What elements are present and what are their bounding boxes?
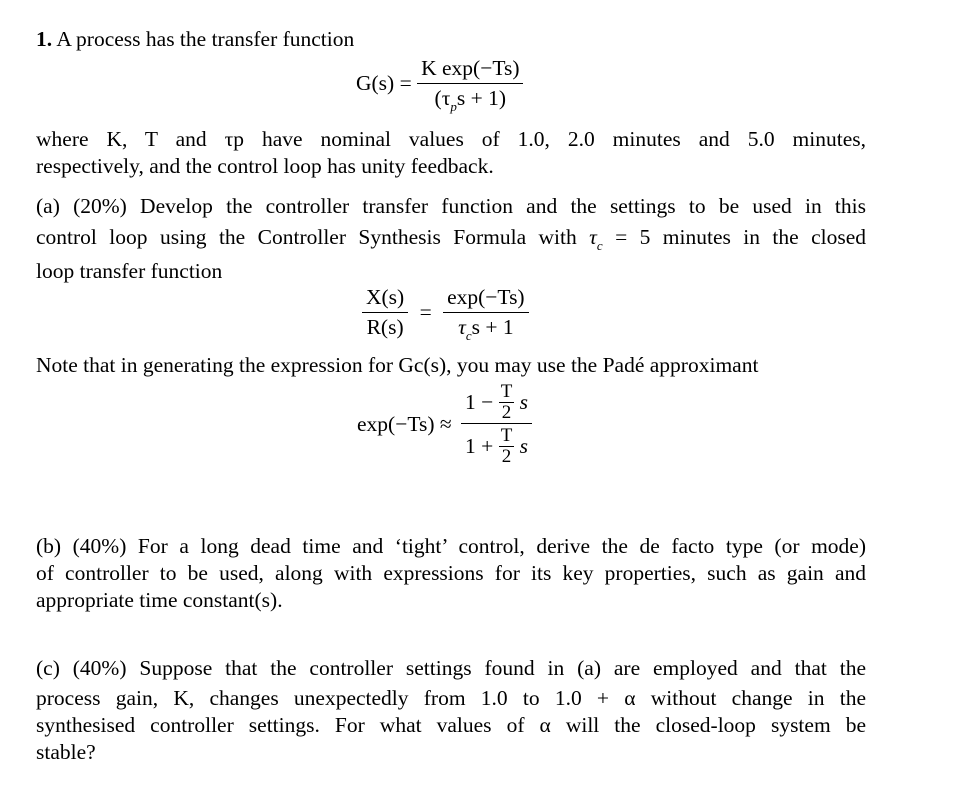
part-a-line-3: loop transfer function <box>36 259 223 283</box>
part-c-line-3: synthesised controller settings. For what values of α will the closed-loop system be <box>36 713 866 737</box>
pade-fraction <box>461 382 532 467</box>
note-text: Note that in generating the expression for Gc(s), you may use the Padé approximant <box>36 353 759 377</box>
eq-xr-equals: = <box>419 300 432 324</box>
pade-equation <box>357 382 532 467</box>
pade-denominator: 1 + $\frac{T}{2}$ s <box>461 423 532 467</box>
question-intro <box>36 26 866 53</box>
eq-xr-rhs-num: exp(−Ts) <box>447 285 525 309</box>
eq-xr-lhs-num: X(s) <box>366 285 405 309</box>
part-b-line-2: of controller to be used, along with expressions for its key properties, such as gain and <box>36 561 866 585</box>
part-c-line-2: process gain, K, changes unexpectedly from 1.0 to 1.0 + α without change in the <box>36 686 866 710</box>
eq-g-denominator: $(\tau_ps + 1)$ <box>417 83 523 111</box>
where-line-1: where K, T and τp have nominal values of 1.0, 2.0 minutes and 5.0 minutes, <box>36 127 866 151</box>
eq-g-numerator: K exp(−Ts) <box>421 56 520 80</box>
pade-lhs: exp(−Ts) ≈ <box>357 412 452 436</box>
question-number: 1. <box>36 27 53 51</box>
part-b <box>36 533 866 614</box>
eq-xr-rhs-den: $\tau_cs + 1$ <box>443 312 529 340</box>
part-c-line-1: (c) (40%) Suppose that the controller settings found in (a) are employed and that the <box>36 656 866 680</box>
eq-g-fraction <box>417 56 523 114</box>
pade-numerator: 1 − $\frac{T}{2}$ s <box>465 381 529 423</box>
eq-xr-lhs-fraction <box>362 285 408 340</box>
part-b-line-1: (b) (40%) For a long dead time and ‘tight’ control, derive the de facto type (or mode) <box>36 534 866 558</box>
where-paragraph <box>36 126 866 180</box>
where-line-2: respectively, and the control loop has unity feedback. <box>36 154 494 178</box>
note-paragraph <box>36 352 866 379</box>
closed-loop-equation <box>362 285 529 343</box>
part-a-line-1: (a) (20%) Develop the controller transfer function and the settings to be used in this <box>36 194 866 218</box>
eq-xr-lhs-den: R(s) <box>362 312 408 340</box>
part-c <box>36 655 866 766</box>
intro-text: A process has the transfer function <box>56 27 355 51</box>
part-a <box>36 193 866 285</box>
part-a-line-2: control loop using the Controller Synthesis Formula with $\tau_c = 5$ minutes in the closed <box>36 225 867 253</box>
transfer-function-equation <box>356 56 523 114</box>
part-c-line-4: stable? <box>36 740 96 764</box>
eq-g-lhs: G(s) = <box>356 71 412 95</box>
part-b-line-3: appropriate time constant(s). <box>36 588 283 612</box>
eq-xr-rhs-fraction <box>443 285 529 343</box>
